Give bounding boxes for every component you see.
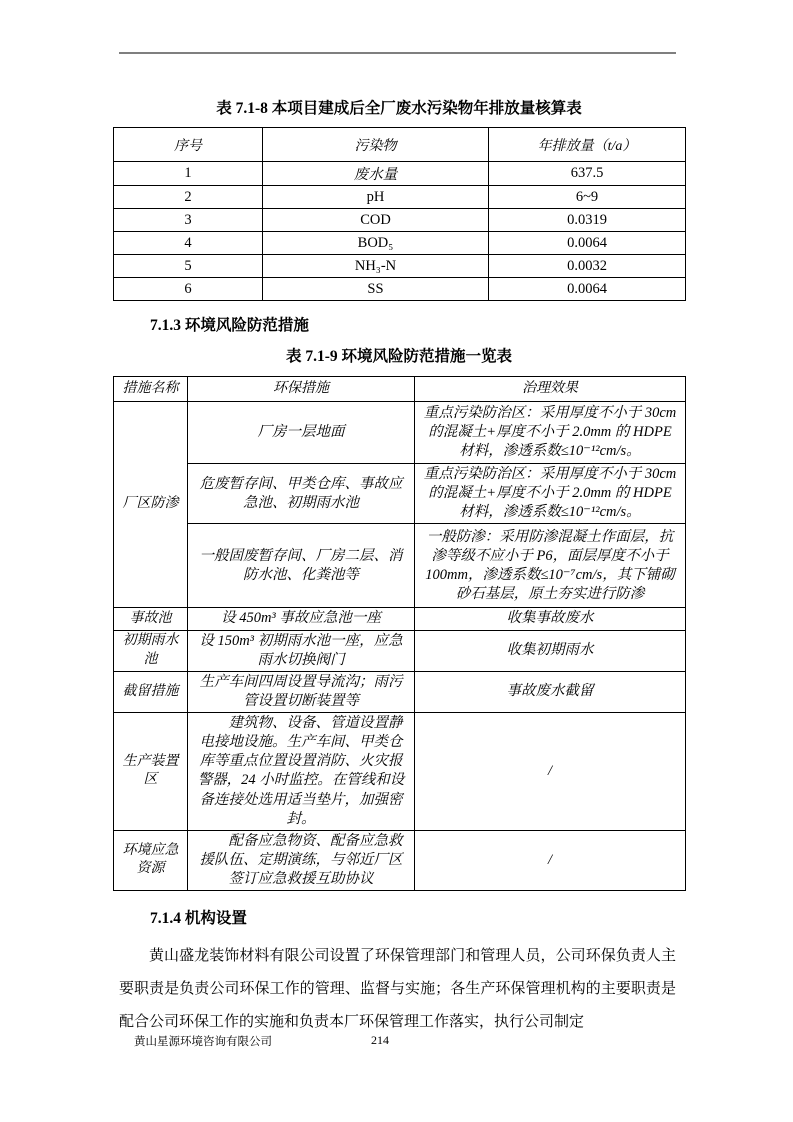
body-paragraph: 黄山盛龙装饰材料有限公司设置了环保管理部门和管理人员，公司环保负责人主要职责是负责公司环保工作的管理、监督与实施；各生产环保管理机构的主要职责是配合公司环保工作的实施和负责本厂环保管理工作落实，执行公司制定: [119, 948, 676, 1031]
table-cell-seq: 1: [114, 162, 263, 186]
measure-name-cell: 事故池: [114, 608, 188, 630]
table-cell-seq: 2: [114, 186, 263, 209]
table-cell-pollutant: SS: [263, 278, 489, 301]
table-row: [114, 209, 686, 232]
measure-name-cell: 截留措施: [114, 671, 188, 712]
section-heading-7-1-3: 7.1.3 环境风险防范措施: [150, 317, 309, 334]
table-row: [114, 464, 686, 524]
effect-cell: 重点污染防治区：采用厚度不小于 30cm 的混凝土+厚度不小于 2.0mm 的 HDPE 材料，渗透系数≤10⁻¹²cm/s。: [415, 464, 686, 524]
table-cell-pollutant: BOD₅: [263, 232, 489, 255]
table-cell-pollutant: 废水量: [263, 162, 489, 186]
measure-name-cell: 生产装置区: [114, 713, 188, 831]
table-header-row: [114, 128, 686, 162]
column-header-ep-measure: 环保措施: [188, 377, 415, 402]
measure-cell: 建筑物、设备、管道设置静电接地设施。生产车间、甲类仓库等重点位置设置消防、火灾报警器，24 小时监控。在管线和设备连接处选用适当垫片，加强密封。: [188, 713, 415, 831]
column-header-pollutant: 污染物: [263, 128, 489, 162]
table-cell-seq: 3: [114, 209, 263, 232]
column-header-annual-emission: 年排放量（t/a）: [489, 128, 686, 162]
measure-name-cell: 初期雨水池: [114, 630, 188, 671]
table-cell-pollutant: NH₃-N: [263, 255, 489, 278]
effect-cell: 重点污染防治区：采用厚度不小于 30cm 的混凝土+厚度不小于 2.0mm 的 HDPE 材料，渗透系数≤10⁻¹²cm/s。: [415, 402, 686, 464]
effect-cell: 一般防渗：采用防渗混凝土作面层，抗渗等级不应小于 P6，面层厚度不小于 100mm，渗透系数≤10⁻⁷cm/s，其下铺砌砂石基层，原土夯实进行防渗: [415, 524, 686, 608]
table-row: [114, 524, 686, 608]
table-row: [114, 630, 686, 671]
table-row: [114, 278, 686, 301]
table-row: [114, 713, 686, 831]
table-row: [114, 186, 686, 209]
page-content: [113, 98, 685, 1039]
table-row: [114, 671, 686, 712]
effect-cell: /: [415, 830, 686, 890]
table-cell-value: 6~9: [489, 186, 686, 209]
table-cell-seq: 4: [114, 232, 263, 255]
measure-cell: 厂房一层地面: [188, 402, 415, 464]
table-row: [114, 162, 686, 186]
measure-cell: 设 150m³ 初期雨水池一座，应急雨水切换阀门: [188, 630, 415, 671]
table-row: [114, 232, 686, 255]
footer-company: 黄山星源环境咨询有限公司: [134, 1036, 272, 1048]
table-cell-value: 0.0319: [489, 209, 686, 232]
table-cell-value: 0.0032: [489, 255, 686, 278]
table-cell-value: 0.0064: [489, 278, 686, 301]
effect-cell: 收集初期雨水: [415, 630, 686, 671]
table-row: [114, 608, 686, 630]
table-cell-pollutant: pH: [263, 186, 489, 209]
table-cell-seq: 6: [114, 278, 263, 301]
table-7-1-9-title: 表 7.1-9 环境风险防范措施一览表: [285, 348, 513, 365]
table-7-1-8: [113, 127, 686, 301]
header-rule: [119, 52, 676, 54]
effect-cell: 事故废水截留: [415, 671, 686, 712]
table-cell-seq: 5: [114, 255, 263, 278]
table-7-1-9: [113, 376, 686, 891]
table-cell-pollutant: COD: [263, 209, 489, 232]
measure-cell: 配备应急物资、配备应急救援队伍、定期演练，与邻近厂区签订应急救援互助协议: [188, 830, 415, 890]
footer-page-number: 214: [371, 1033, 389, 1047]
effect-cell: /: [415, 713, 686, 831]
measure-cell: 危废暂存间、甲类仓库、事故应急池、初期雨水池: [188, 464, 415, 524]
table-header-row: [114, 377, 686, 402]
column-header-seq: 序号: [114, 128, 263, 162]
column-header-effect: 治理效果: [415, 377, 686, 402]
table-row: [114, 830, 686, 890]
table-row: [114, 255, 686, 278]
measure-name-cell: 厂区防渗: [114, 402, 188, 608]
measure-name-cell: 环境应急资源: [114, 830, 188, 890]
column-header-measure-name: 措施名称: [114, 377, 188, 402]
table-7-1-8-title: 表 7.1-8 本项目建成后全厂废水污染物年排放量核算表: [216, 100, 582, 117]
table-row: [114, 402, 686, 464]
table-cell-value: 637.5: [489, 162, 686, 186]
table-cell-value: 0.0064: [489, 232, 686, 255]
measure-cell: 设 450m³ 事故应急池一座: [188, 608, 415, 630]
measure-cell: 一般固废暂存间、厂房二层、消防水池、化粪池等: [188, 524, 415, 608]
effect-cell: 收集事故废水: [415, 608, 686, 630]
measure-cell: 生产车间四周设置导流沟；雨污管设置切断装置等: [188, 671, 415, 712]
section-heading-7-1-4: 7.1.4 机构设置: [150, 910, 247, 928]
